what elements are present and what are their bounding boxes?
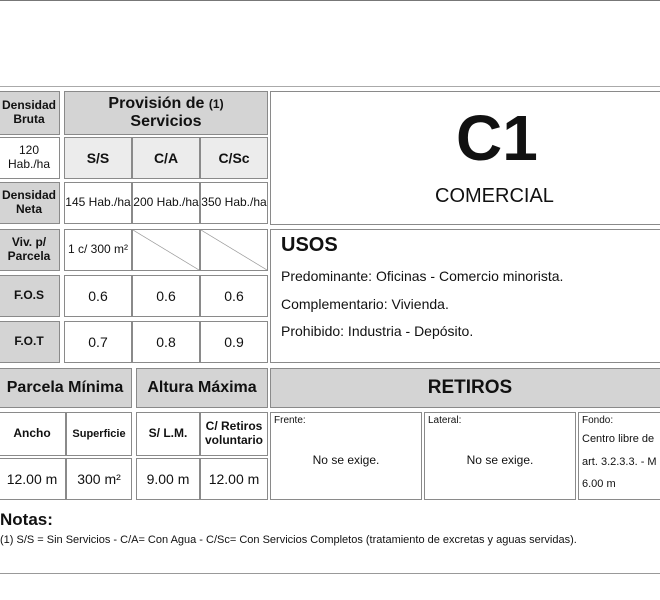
lateral-value: No se exige. (466, 453, 534, 467)
notes-text: (1) S/S = Sin Servicios - C/A= Con Agua - C/Sc= Con Servicios Completos (tratamiento de excretas y aguas servidas). (0, 534, 577, 546)
slm-label: S/ L.M. (136, 412, 200, 456)
neta-ca: 200 Hab./ha (132, 182, 200, 224)
zone-code: C1 (456, 102, 538, 174)
zone-panel (270, 91, 660, 225)
ancho-value: 12.00 m (0, 458, 66, 500)
top-border-line (0, 0, 660, 1)
lateral-label: Lateral: (428, 415, 462, 426)
col-header-ca: C/A (132, 137, 200, 179)
fot-csc: 0.9 (200, 321, 268, 363)
bottom-line (0, 573, 660, 574)
parcela-minima-header: Parcela Mínima (0, 368, 132, 408)
fot-ca: 0.8 (132, 321, 200, 363)
fondo-line-3: 6.00 m (582, 478, 616, 490)
altura-maxima-header: Altura Máxima (136, 368, 268, 408)
usos-panel (270, 229, 660, 363)
provision-header: Provisión de (1) Servicios (64, 91, 268, 135)
slm-value: 9.00 m (136, 458, 200, 500)
zone-name: COMERCIAL (435, 185, 554, 207)
retiros-header: RETIROS (270, 368, 660, 408)
densidad-neta-label: Densidad Neta (0, 182, 60, 224)
retiro-fondo (578, 412, 660, 500)
retiros-voluntario-label: C/ Retiros voluntario (200, 412, 268, 456)
viv-csc-empty (200, 229, 268, 271)
fos-ss: 0.6 (64, 275, 132, 317)
usos-complementario: Complementario: Vivienda. (281, 296, 449, 312)
ancho-label: Ancho (0, 412, 66, 456)
notes-title: Notas: (0, 510, 53, 529)
retiros-voluntario-value: 12.00 m (200, 458, 268, 500)
usos-predominante: Predominante: Oficinas - Comercio minorista. (281, 268, 564, 284)
fot-label: F.O.T (0, 321, 60, 363)
frente-value: No se exige. (312, 453, 380, 467)
fot-ss: 0.7 (64, 321, 132, 363)
fondo-line-2: art. 3.2.3.3. - M (582, 456, 657, 468)
densidad-bruta-label: Densidad Bruta (0, 91, 60, 135)
note-ref: (1) (208, 96, 224, 111)
densidad-bruta-value: 120 Hab./ha (0, 137, 60, 179)
usos-prohibido: Prohibido: Industria - Depósito. (281, 323, 474, 339)
usos-title: USOS (281, 234, 338, 256)
frente-label: Frente: (274, 415, 306, 426)
col-header-csc: C/Sc (200, 137, 268, 179)
fondo-label: Fondo: (582, 415, 614, 426)
viv-parcela-label: Viv. p/ Parcela (0, 229, 60, 271)
retiro-frente (270, 412, 422, 500)
fos-label: F.O.S (0, 275, 60, 317)
col-header-ss: S/S (64, 137, 132, 179)
table-top-line (0, 86, 660, 87)
neta-csc: 350 Hab./ha (200, 182, 268, 224)
superficie-label: Superficie (66, 412, 132, 456)
retiro-lateral (424, 412, 576, 500)
fos-csc: 0.6 (200, 275, 268, 317)
superficie-value: 300 m² (66, 458, 132, 500)
neta-ss: 145 Hab./ha (64, 182, 132, 224)
viv-parcela-value: 1 c/ 300 m² (64, 229, 132, 271)
viv-ca-empty (132, 229, 200, 271)
fos-ca: 0.6 (132, 275, 200, 317)
fondo-line-1: Centro libre de (582, 433, 655, 445)
